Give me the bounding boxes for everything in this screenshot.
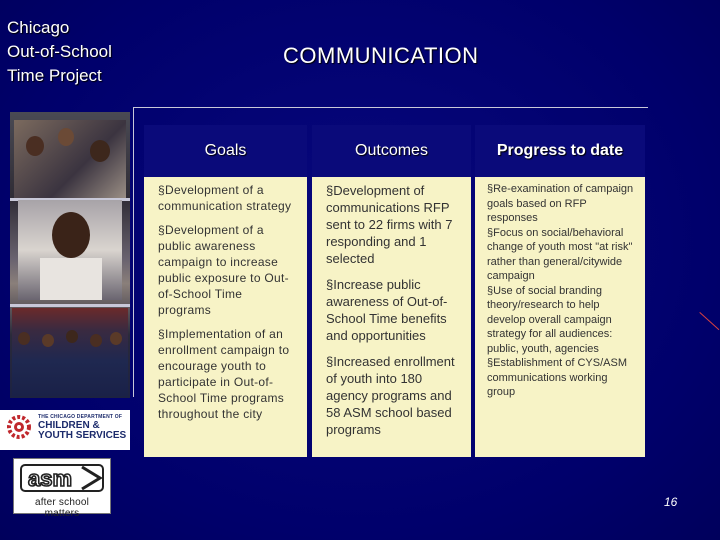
divider-vertical bbox=[133, 107, 134, 397]
org-title-line-3: Time Project bbox=[7, 66, 102, 85]
goals-column bbox=[144, 125, 307, 457]
youth-photo-collage bbox=[10, 112, 130, 398]
asm-tagline: after school matters bbox=[34, 497, 90, 519]
list-item: §Implementation of an enrollment campaign to encourage youth to participate in Out-of-School Time programs throughout the city bbox=[158, 327, 290, 421]
photo-uniformed-group bbox=[12, 308, 128, 396]
cys-logo-line-1: CHILDREN & bbox=[38, 420, 100, 431]
photo-group-table bbox=[14, 120, 126, 198]
asm-logo-letters: asm bbox=[27, 466, 73, 491]
cys-logo-line-2: YOUTH SERVICES bbox=[38, 430, 127, 441]
list-item: §Development of a communication strategy bbox=[158, 183, 292, 213]
list-item: §Establishment of CYS/ASM communications working group bbox=[487, 357, 628, 398]
list-item: §Focus on social/behavioral change of youth most "at risk" rather than general/citywide campaign bbox=[487, 226, 633, 282]
org-title-line-1: Chicago bbox=[7, 18, 70, 37]
list-item: §Re-examination of campaign goals based on RFP responses bbox=[487, 183, 634, 224]
org-title-line-2: Out-of-School bbox=[7, 42, 112, 61]
asm-logo bbox=[13, 458, 111, 519]
divider-horizontal bbox=[133, 107, 648, 108]
progress-column bbox=[475, 125, 645, 457]
list-item: §Use of social branding theory/research to help develop overall campaign strategy for all audiences: public, youth, agencies bbox=[487, 284, 613, 355]
slide-heading: COMMUNICATION bbox=[283, 43, 479, 68]
outcomes-list bbox=[326, 182, 461, 447]
asm-logo-mark bbox=[20, 463, 104, 493]
list-item: §Development of a public awareness campaign to increase public exposure to Out-of-School Time programs bbox=[158, 223, 289, 317]
cys-logo bbox=[0, 410, 130, 450]
decorative-line bbox=[699, 312, 719, 330]
cys-logo-small-text: THE CHICAGO DEPARTMENT OF bbox=[38, 414, 123, 420]
goals-list bbox=[158, 182, 297, 430]
progress-header: Progress to date bbox=[475, 125, 645, 177]
cys-logo-text bbox=[38, 421, 126, 441]
photo-girl-headphones bbox=[18, 200, 122, 300]
org-title bbox=[7, 16, 112, 88]
list-item: §Development of communications RFP sent to 22 firms with 7 responding and 1 selected bbox=[326, 183, 453, 266]
gear-icon bbox=[5, 413, 33, 441]
list-item: §Increased enrollment of youth into 180 agency programs and 58 ASM school based programs bbox=[326, 354, 455, 437]
list-item: §Increase public awareness of Out-of-School Time benefits and opportunities bbox=[326, 277, 448, 343]
goals-header: Goals bbox=[144, 125, 307, 177]
progress-list bbox=[487, 182, 635, 400]
page-number: 16 bbox=[664, 495, 678, 509]
outcomes-column bbox=[312, 125, 471, 457]
photo-divider bbox=[10, 304, 130, 307]
outcomes-header: Outcomes bbox=[312, 125, 471, 177]
